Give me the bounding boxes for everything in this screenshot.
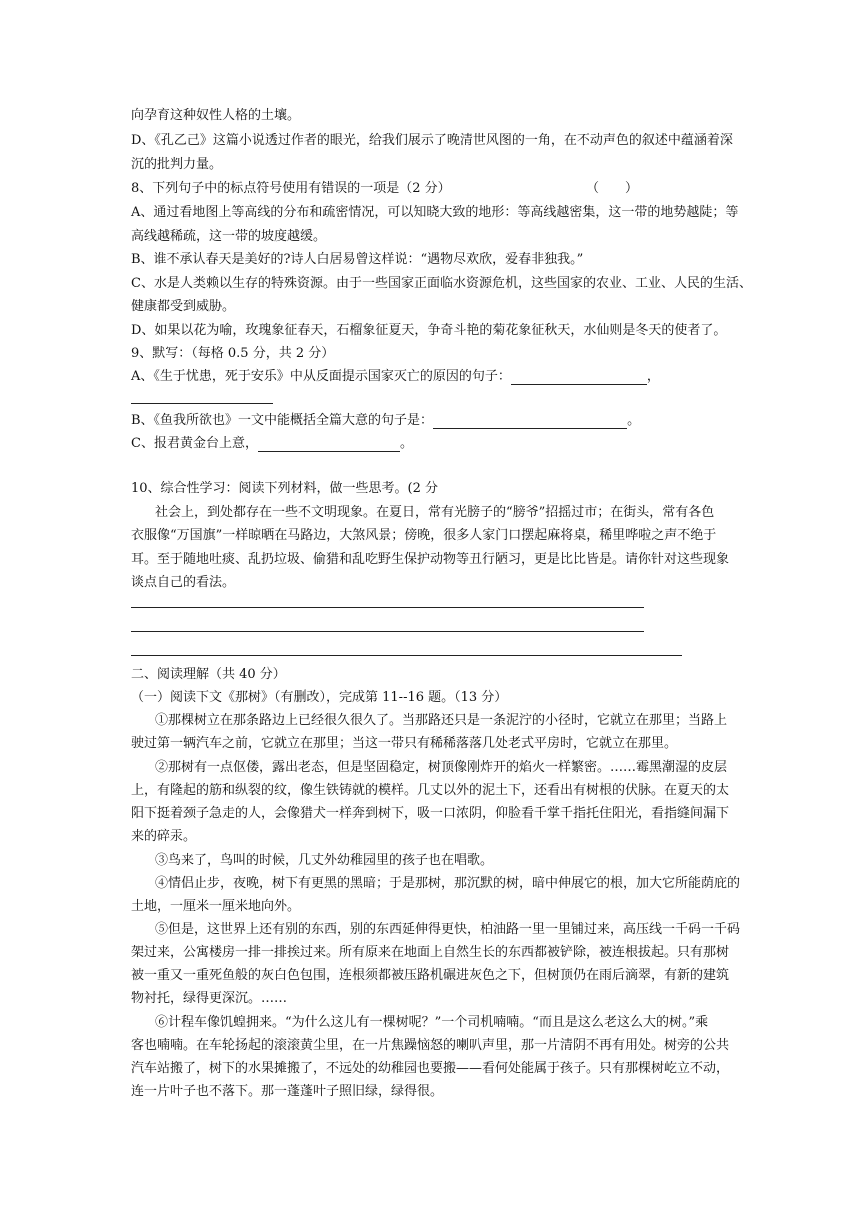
section-2-title: 二、阅读理解（共 40 分） [131,667,286,682]
question-8-text: 8、下列句子中的标点符号使用有错误的一项是（2 分） [131,181,451,196]
q9-item-c-text: C、报君黄金台上意， [131,436,258,451]
passage-line: 架过来，公寓楼房一排一排挨过来。所有原来在地面上自然生长的东西都被铲除，被连根拔起。只有那树 [131,945,730,960]
punctuation: 。 [399,436,413,451]
passage-line: ③鸟来了，鸟叫的时候，几丈外幼稚园里的孩子也在唱歌。 [155,853,494,868]
q9-item-c [131,435,413,452]
q7-option-d: D、《孔乙己》这篇小说透过作者的眼光，给我们展示了晚清世风图的一角，在不动声色的叙述中蕴涵着深 [131,133,733,148]
fill-blank-line[interactable] [131,403,273,404]
q8-option-c: C、水是人类赖以生存的特殊资源。由于一些国家正面临水资源危机，这些国家的农业、工业、人民的生活、 [131,276,752,291]
passage-line: ⑥计程车像饥蝗拥来。“为什么这儿有一棵树呢？”一个司机喃喃。“而且是这么老这么大的树。”乘 [155,1015,709,1030]
passage-line: 物衬托，绿得更深沉。…… [131,991,288,1006]
passage-line: 客也喃喃。在车轮扬起的滚滚黄尘里，在一片焦躁恼怒的喇叭声里，那一片清阴不再有用处。树旁的公共 [131,1038,730,1053]
q9-item-a-text: A、《生于忧患，死于安乐》中从反面提示国家灭亡的原因的句子： [131,369,511,384]
q8-option-d: D、如果以花为喻，玫瑰象征春天，石榴象征夏天，争奇斗艳的菊花象征秋天，水仙则是冬天的使者了。 [131,323,727,338]
q8-option-a: A、通过看地图上等高线的分布和疏密情况，可以知晓大致的地形：等高线越密集，这一带的地势越陡；等 [131,205,739,220]
q7-option-d-cont: 沉的批判力量。 [131,157,223,172]
answer-line[interactable] [131,631,644,632]
passage-line: 汽车站搬了，树下的水果摊搬了，不远处的幼稚园也要搬——看何处能属于孩子。只有那棵树屹立不动， [131,1061,730,1076]
fill-blank[interactable] [433,414,627,429]
punctuation: ， [646,369,660,384]
answer-line[interactable] [131,655,682,656]
answer-paren[interactable]: （ ） [586,181,639,196]
q10-material-line: 衣服像“万国旗”一样晾晒在马路边，大煞风景；傍晚，很多人家门口摆起麻将桌，稀里哗啦之声不绝于 [131,528,717,543]
q9-item-b [131,412,640,429]
q9-item-b-text: B、《鱼我所欲也》一文中能概括全篇大意的句子是： [131,413,434,428]
passage-line: 土地，一厘米一厘米地向外。 [131,899,301,914]
q10-material-line: 耳。至于随地吐痰、乱扔垃圾、偷猎和乱吃野生保护动物等丑行陋习，更是比比皆是。请你针对这些现象 [131,552,730,567]
passage-line: ②那树有一点伛偻，露出老态，但是坚固稳定，树顶像刚炸开的焰火一样繁密。……霉黑潮湿的皮层 [155,760,728,775]
passage-line: 上，有隆起的筋和纵裂的纹，像生铁铸就的模样。几丈以外的泥土下，还看出有树根的伏脉。在夏天的太 [131,783,730,798]
q10-material-line: 谈点自己的看法。 [131,575,236,590]
section-2-subtitle: （一）阅读下文《那树》（有删改），完成第 11--16 题。（13 分） [131,690,508,705]
passage-line: ④情侣止步，夜晚，树下有更黑的黑暗；于是那树，那沉默的树，暗中伸展它的根，加大它所能荫庇的 [155,876,741,891]
question-9-stem: 9、默写：（每格 0.5 分，共 2 分） [131,346,335,361]
q8-option-c-cont: 健康都受到威胁。 [131,299,236,314]
passage-line: 阳下挺着颈子急走的人，会像猎犬一样奔到树下，吸一口浓阴，仰脸看千掌千指托住阳光，看指缝间漏下 [131,806,730,821]
q10-material-line: 社会上，到处都存在一些不文明现象。在夏日，常有光膀子的“膀爷”招摇过市；在街头，常有各色 [155,505,715,520]
answer-line[interactable] [131,607,644,608]
passage-line: ⑤但是，这世界上还有别的东西，别的东西延伸得更快，柏油路一里一里铺过来，高压线一千码一千码 [155,922,741,937]
passage-line: 连一片叶子也不落下。那一蓬蓬叶子照旧绿，绿得很。 [131,1084,444,1099]
punctuation: 。 [627,413,641,428]
fill-blank[interactable] [258,437,400,452]
passage-line: 驶过第一辆汽车之前，它就立在那里；当这一带只有稀稀落落几处老式平房时，它就立在那里。 [131,736,678,751]
q8-option-a-cont: 高线越稀疏，这一带的坡度越缓。 [131,229,327,244]
passage-line: 被一重又一重死鱼般的灰白色包围，连根须都被压路机碾进灰色之下，但树顶仍在雨后滴翠，有新的建筑 [131,968,730,983]
q8-option-b: B、谁不承认春天是美好的?诗人白居易曾这样说：“遇物尽欢欣，爱春非独我。” [131,252,584,267]
passage-line: ①那棵树立在那条路边上已经很久很久了。当那路还只是一条泥泞的小径时，它就立在那里；当路上 [155,713,728,728]
q7-text-line: 向孕育这种奴性人格的土壤。 [131,108,301,123]
question-8-stem [131,180,639,197]
question-10-stem: 10、综合性学习：阅读下列材料，做一些思考。(2 分 [131,481,439,496]
q9-item-a [131,368,660,385]
fill-blank[interactable] [511,370,647,385]
passage-line: 来的碎汞。 [131,829,197,844]
